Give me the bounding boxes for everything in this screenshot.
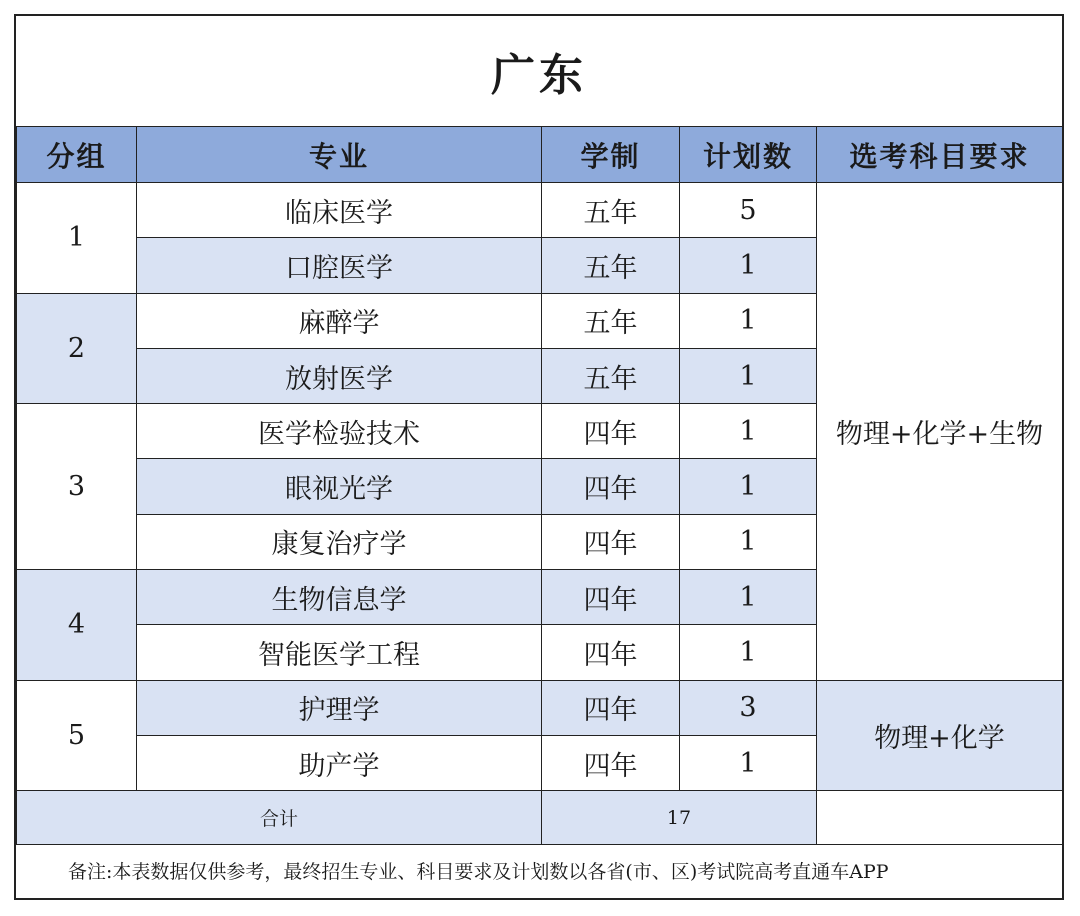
major-cell: 口腔医学 (137, 238, 542, 293)
years-cell: 五年 (542, 183, 680, 238)
major-cell: 放射医学 (137, 348, 542, 403)
total-blank-cell (817, 791, 1063, 845)
header-subjects: 选考科目要求 (817, 127, 1063, 183)
group-cell: 4 (17, 570, 137, 681)
subject-requirement-cell: 物理+化学+生物 (817, 183, 1063, 681)
group-cell: 3 (17, 404, 137, 570)
footnote: 备注:本表数据仅供参考，最终招生专业、科目要求及计划数以各省(市、区)考试院高考直通车APP (68, 860, 889, 883)
group-cell: 2 (17, 293, 137, 404)
plan-cell: 1 (680, 570, 817, 625)
years-cell: 五年 (542, 238, 680, 293)
years-cell: 四年 (542, 680, 680, 735)
plan-cell: 1 (680, 514, 817, 569)
total-label: 合计 (17, 791, 542, 845)
header-major: 专业 (137, 127, 542, 183)
years-cell: 五年 (542, 348, 680, 403)
plan-cell: 1 (680, 238, 817, 293)
years-cell: 四年 (542, 404, 680, 459)
admission-plan-document (14, 14, 1064, 900)
admission-plan-table (16, 126, 1063, 845)
table-row (17, 680, 1063, 735)
major-cell: 眼视光学 (137, 459, 542, 514)
header-row (17, 127, 1063, 183)
plan-cell: 1 (680, 404, 817, 459)
plan-cell: 1 (680, 348, 817, 403)
major-cell: 麻醉学 (137, 293, 542, 348)
years-cell: 五年 (542, 293, 680, 348)
major-cell: 助产学 (137, 735, 542, 790)
group-cell: 5 (17, 680, 137, 791)
years-cell: 四年 (542, 459, 680, 514)
group-cell: 1 (17, 183, 137, 294)
table-row (17, 183, 1063, 238)
plan-cell: 1 (680, 459, 817, 514)
years-cell: 四年 (542, 570, 680, 625)
plan-cell: 1 (680, 625, 817, 680)
total-row (17, 791, 1063, 845)
subject-requirement-cell: 物理+化学 (817, 680, 1063, 791)
page-title: 广东 (491, 50, 587, 101)
major-cell: 临床医学 (137, 183, 542, 238)
major-cell: 康复治疗学 (137, 514, 542, 569)
plan-cell: 3 (680, 680, 817, 735)
total-value: 17 (542, 791, 817, 845)
years-cell: 四年 (542, 625, 680, 680)
header-years: 学制 (542, 127, 680, 183)
major-cell: 智能医学工程 (137, 625, 542, 680)
header-plan: 计划数 (680, 127, 817, 183)
plan-cell: 1 (680, 293, 817, 348)
major-cell: 生物信息学 (137, 570, 542, 625)
plan-cell: 5 (680, 183, 817, 238)
major-cell: 护理学 (137, 680, 542, 735)
plan-cell: 1 (680, 735, 817, 790)
header-group: 分组 (17, 127, 137, 183)
years-cell: 四年 (542, 735, 680, 790)
major-cell: 医学检验技术 (137, 404, 542, 459)
years-cell: 四年 (542, 514, 680, 569)
